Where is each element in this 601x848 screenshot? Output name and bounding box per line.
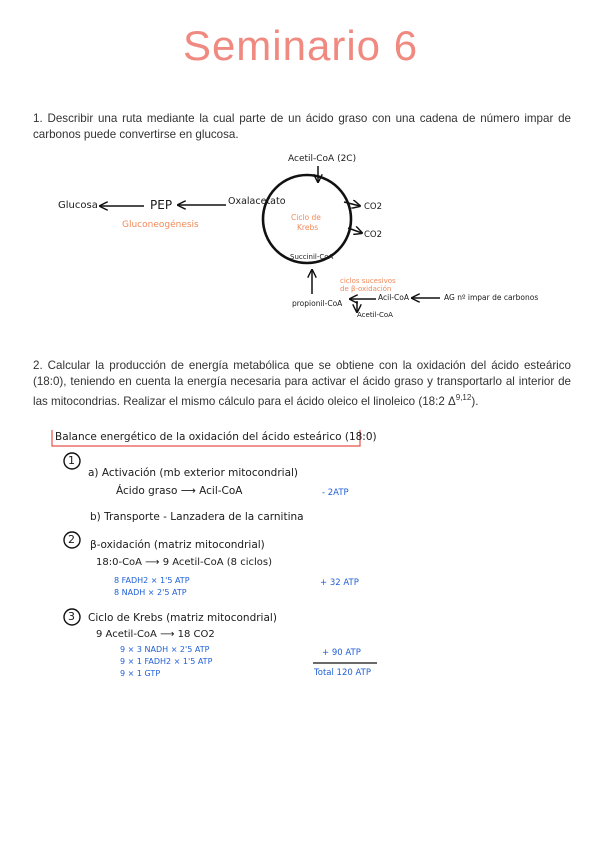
activacion-label: a) Activación (mb exterior mitocondrial)	[88, 467, 299, 479]
page-title: Seminario 6	[182, 22, 419, 69]
glucosa-label: Glucosa	[58, 200, 98, 211]
acetil-coa-bottom-label: Acetil-CoA	[357, 311, 393, 319]
beta-oxidacion-label: β-oxidación (matriz mitocondrial)	[90, 539, 265, 551]
acil-coa-label: Acil-CoA	[378, 293, 409, 302]
step-2-number: 2	[68, 533, 75, 546]
ciclos-label-2: de β-oxidación	[340, 285, 392, 293]
beta-oxidacion-value: + 32 ATP	[320, 578, 359, 588]
krebs-equation: 9 Acetil-CoA ⟶ 18 CO2	[96, 629, 215, 640]
beta-oxidacion-equation: 18:0-CoA ⟶ 9 Acetil-CoA (8 ciclos)	[96, 557, 272, 568]
propionil-coa-label: propionil-CoA	[292, 299, 343, 308]
krebs-value: + 90 ATP	[322, 648, 361, 658]
co2-arrow-1	[344, 202, 360, 206]
nadh-line: 8 NADH × 2'5 ATP	[114, 588, 187, 597]
activacion-equation: Ácido graso ⟶ Acil-CoA	[116, 485, 243, 497]
question-2: 2. Calcular la producción de energía metabólica que se obtiene con la oxidación del ácido esteárico (18:0), teniendo en cuenta la energía necesaria para activar el ácido graso y transportarlo al interior de las mitocondrias. Realizar el mismo cálculo para el ácido oleico el linoleico (18:2 Δ$^{9,12}$).	[33, 359, 571, 408]
oxalacetato-label: Oxalacetato	[228, 196, 286, 207]
co2-label-1: CO2	[364, 202, 383, 212]
balance-heading: Balance energético de la oxidación del ácido esteárico (18:0)	[55, 431, 377, 443]
total-atp: Total 120 ATP	[314, 668, 371, 678]
krebs-gtp-line: 9 × 1 GTP	[120, 669, 161, 678]
step-3-number: 3	[68, 610, 75, 623]
ciclos-label-1: ciclos sucesivos	[340, 277, 396, 285]
acetil-coa-label: Acetil-CoA (2C)	[288, 154, 357, 164]
pep-label: PEP	[150, 198, 173, 212]
ciclo-krebs-label-2: Krebs	[297, 223, 319, 232]
transporte-label: b) Transporte - Lanzadera de la carnitina	[90, 511, 304, 523]
krebs-label: Ciclo de Krebs (matriz mitocondrial)	[88, 612, 277, 624]
gluconeogenesis-label: Gluconeogénesis	[122, 220, 199, 230]
krebs-nadh-line: 9 × 3 NADH × 2'5 ATP	[120, 645, 210, 654]
fadh2-line: 8 FADH2 × 1'5 ATP	[114, 576, 190, 585]
step-1-number: 1	[68, 454, 75, 467]
co2-label-2: CO2	[364, 230, 383, 240]
question-1: 1. Describir una ruta mediante la cual parte de un ácido graso con una cadena de número impar de carbonos puede convertirse en glucosa.	[33, 112, 571, 141]
ag-impar-label: AG nº impar de carbonos	[444, 293, 539, 302]
ciclo-krebs-label-1: Ciclo de	[291, 213, 321, 222]
succinil-coa-label: Succinil-CoA	[290, 253, 334, 261]
activacion-value: - 2ATP	[322, 488, 349, 498]
krebs-fadh2-line: 9 × 1 FADH2 × 1'5 ATP	[120, 657, 213, 666]
